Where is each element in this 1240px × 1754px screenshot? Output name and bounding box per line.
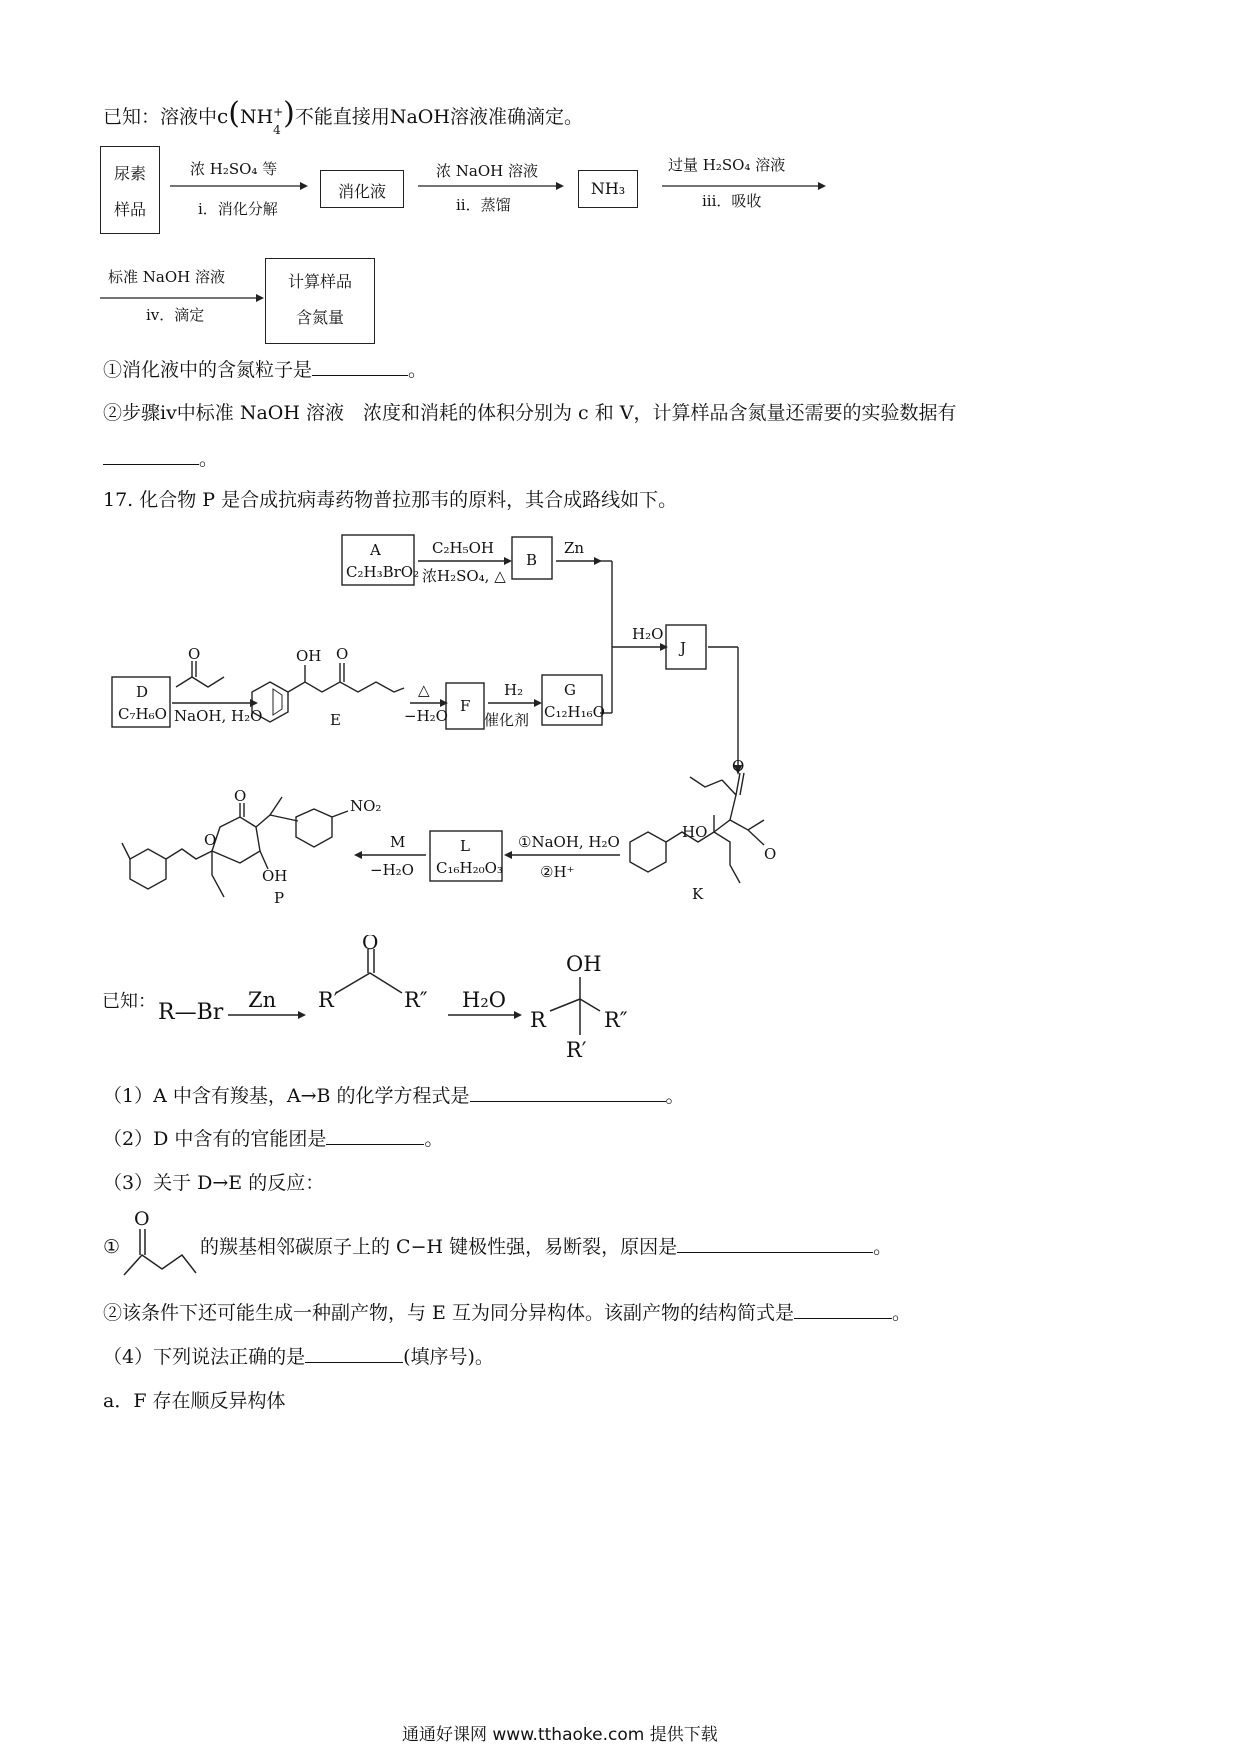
known-statement: 已知：溶液中c(NH + 4 )不能直接用NaOH溶液准确滴定。 (103, 101, 583, 130)
step4-arrow (100, 292, 268, 304)
P-OH: OH (262, 867, 288, 885)
step3-label: iii．吸收 (702, 192, 762, 210)
KL-acid: ②H⁺ (540, 863, 575, 881)
question-1: （1）A 中含有羧基，A→B 的化学方程式是 。 (103, 1085, 685, 1107)
synthesis-route (100, 525, 800, 920)
ketone-O: O (188, 645, 201, 663)
question-3-1-marker: ① (103, 1236, 121, 1258)
step3-reagent: 过量 H₂SO₄ 溶液 (668, 156, 786, 174)
answer-blank[interactable] (312, 357, 408, 376)
step1-reagent: 浓 H₂SO₄ 等 (190, 160, 278, 178)
D-formula: C₇H₆O (118, 705, 167, 723)
question-3-2: ②该条件下还可能生成一种副产物，与 E 互为同分异构体。该副产物的结构简式是 。 (103, 1302, 911, 1324)
known-suffix: 不能直接用NaOH溶液准确滴定。 (294, 106, 583, 128)
product-OH: OH (566, 952, 602, 976)
answer-blank[interactable] (677, 1234, 873, 1253)
ion-charge: + (273, 105, 284, 119)
question-2: （2）D 中含有的官能团是 。 (103, 1128, 444, 1150)
result-box (265, 258, 375, 344)
P-label: P (274, 889, 285, 907)
FG-reagent: H₂ (504, 681, 524, 699)
product-R-double-prime: R″ (604, 1008, 628, 1032)
LP-dehydration: −H₂O (370, 861, 414, 879)
zn-reagent: Zn (564, 539, 585, 557)
step2-arrow (418, 180, 568, 192)
E-OH: OH (296, 647, 322, 665)
K-HO: HO (682, 823, 708, 841)
known-reaction (100, 935, 660, 1065)
sample-label-1: 尿素 (113, 164, 146, 183)
question-3: （3）关于 D→E 的反应： (103, 1172, 325, 1194)
digest-label: 消化液 (337, 182, 386, 201)
LP-reagent: M (390, 833, 406, 851)
P-NO2: NO₂ (350, 797, 382, 815)
h2o-reagent-2: H₂O (462, 988, 506, 1012)
L-label: L (460, 837, 470, 855)
F-label: F (460, 697, 471, 715)
FG-catalyst: 催化剂 (484, 711, 530, 729)
h2o-reagent: H₂O (632, 625, 664, 643)
product-R-prime: R′ (566, 1038, 587, 1062)
known-prefix: 已知：溶液中 (103, 106, 218, 128)
G-label: G (564, 681, 576, 699)
sample-label-2: 样品 (113, 200, 146, 219)
K-O2: O (764, 845, 777, 863)
digest-box (320, 170, 404, 208)
answer-blank[interactable] (794, 1300, 892, 1319)
D-label: D (136, 683, 149, 701)
P-ring-O: O (204, 831, 217, 849)
step2-label: ii．蒸馏 (456, 196, 511, 214)
q16-item2: ②步骤ⅳ中标准 NaOH 溶液 浓度和消耗的体积分别为 c 和 V，计算样品含氮量还需要的实验数据有 (103, 402, 957, 424)
page-footer: 通通好课网 www.tthaoke.com 提供下载 (402, 1725, 718, 1745)
K-label: K (692, 885, 704, 903)
question-3-1: 的羰基相邻碳原子上的 C−H 键极性强，易断裂，原因是 。 (200, 1236, 893, 1258)
step2-reagent: 浓 NaOH 溶液 (436, 162, 538, 180)
step1-label: i．消化分解 (198, 200, 278, 218)
ion-subscript: 4 (273, 123, 281, 137)
G-formula: C₁₂H₁₆O (544, 703, 605, 721)
answer-blank[interactable] (103, 446, 199, 465)
rbr: R—Br (158, 1000, 224, 1025)
L-formula: C₁₆H₂₀O₃ (436, 859, 503, 877)
zn-reagent-2: Zn (248, 988, 277, 1012)
butanone-structure (122, 1205, 198, 1281)
q17-intro: 17. 化合物 P 是合成抗病毒药物普拉那韦的原料，其合成路线如下。 (103, 489, 678, 511)
answer-blank[interactable] (305, 1344, 403, 1363)
option-a: a．F 存在顺反异构体 (103, 1390, 286, 1412)
butanone-O: O (134, 1208, 150, 1230)
nh3-label: NH₃ (590, 179, 626, 198)
sample-box (100, 146, 160, 234)
step1-arrow (170, 180, 310, 192)
E-label: E (330, 711, 341, 729)
E-O: O (336, 645, 349, 663)
r-double-prime: R″ (404, 988, 428, 1012)
q16-item1: ①消化液中的含氮粒子是 。 (103, 359, 428, 381)
step4-reagent: 标准 NaOH 溶液 (108, 268, 225, 286)
q16-item2-cont: 。 (103, 446, 218, 472)
A-formula: C₂H₃BrO₂ (346, 563, 420, 581)
ammonium-ion: NH (239, 106, 274, 128)
product-R: R (530, 1008, 546, 1032)
result-label-1: 计算样品 (287, 272, 352, 291)
B-label: B (526, 551, 538, 569)
carbonyl-O: O (362, 935, 379, 954)
step4-label: iv．滴定 (146, 306, 205, 324)
question-4: （4）下列说法正确的是 (填序号)。 (103, 1346, 494, 1368)
result-label-2: 含氮量 (295, 308, 344, 327)
AB-reagent: C₂H₅OH (432, 539, 494, 557)
K-O1: O (732, 757, 745, 775)
J-label: J (680, 639, 687, 657)
KL-reagent: ①NaOH, H₂O (518, 833, 620, 851)
EF-condition: △ (418, 681, 430, 699)
answer-blank[interactable] (326, 1126, 424, 1145)
answer-blank[interactable] (470, 1083, 666, 1102)
conc-symbol: c (217, 104, 229, 128)
AB-condition: 浓H₂SO₄, △ (422, 567, 506, 585)
nh3-box (578, 170, 638, 208)
P-carbonyl-O: O (234, 787, 247, 805)
EF-dehydration: −H₂O (404, 707, 448, 725)
A-label: A (370, 541, 381, 559)
DE-condition: NaOH, H₂O (174, 707, 263, 725)
known2-prefix: 已知： (102, 991, 156, 1012)
step3-arrow (662, 180, 830, 192)
r-prime: R′ (318, 988, 339, 1012)
